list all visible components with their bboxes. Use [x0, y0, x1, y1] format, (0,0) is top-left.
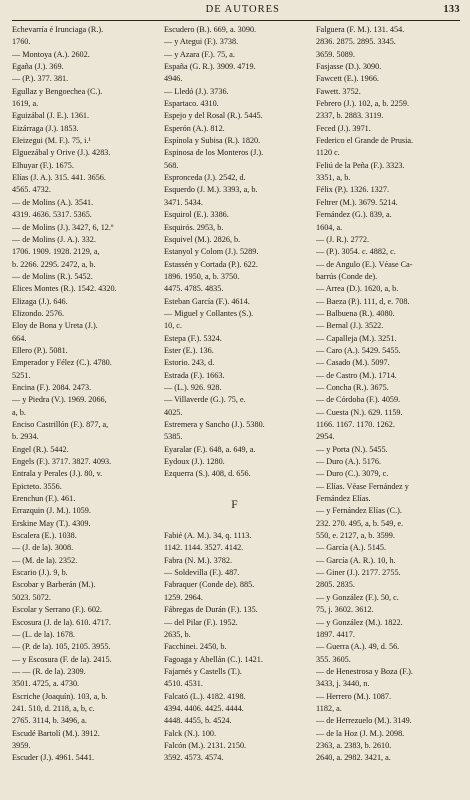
index-entry-line: — de Molins (A.). 3541. — [12, 197, 94, 207]
index-entry-line: Esquirol (E.). 3386. — [164, 210, 229, 220]
index-entry-line: — de Córdoba (F.). 4059. — [316, 395, 401, 405]
index-entry-line: 3659. 5089. — [316, 49, 355, 59]
index-entry-line: — — (R. de la). 2309. — [12, 666, 86, 676]
index-entry-line: — Villaverde (G.). 75, e. — [164, 395, 246, 405]
index-entry-line: — Baeza (P.). 111, d, e. 708. — [316, 296, 410, 306]
index-entry-line: Egullaz y Bengoechea (C.). — [12, 86, 103, 96]
index-entry-line: a, b. — [12, 407, 26, 417]
index-entry-line: Erenchun (F.). 461. — [12, 494, 76, 504]
index-entry-line: 1897. 4417. — [316, 629, 355, 639]
index-entry-line: Elizondo. 2576. — [12, 308, 65, 318]
index-entry-line: — Concha (R.). 3675. — [316, 382, 389, 392]
index-entry-line: 2765. 3114, b. 3496, a. — [12, 716, 87, 726]
index-entry-line: b. 2934. — [12, 432, 39, 442]
index-entry-line: Eyaralar (F.). 648, a. 649, a. — [164, 444, 256, 454]
index-entry-line: 4448. 4455, b. 4524. — [164, 716, 232, 726]
index-entry-line: Erskine May (T.). 4309. — [12, 518, 91, 528]
index-entry-line: Elhuyar (F.). 1675. — [12, 160, 74, 170]
running-title: DE AUTORES — [205, 4, 280, 15]
index-entry-line: 3351, a, b. — [316, 173, 351, 183]
index-entry-line: Fawcett (E.). 1966. — [316, 74, 379, 84]
index-entry-line: — y Fernández Elías (C.). — [316, 506, 402, 516]
index-entry-line: — (J. de la). 3008. — [12, 543, 74, 553]
index-entry-line: Feliú de la Peña (F.). 3323. — [316, 160, 405, 170]
index-entry-line: Fabraquer (Conde de). 885. — [164, 580, 255, 590]
index-entry-line: Errazquin (J. M.). 1059. — [12, 506, 91, 516]
index-entry-line: 355. 3605. — [316, 654, 351, 664]
index-entry-line: Escriche (Joaquín). 103, a, b. — [12, 691, 108, 701]
index-entry-line: — Bernal (J.). 3522. — [316, 321, 384, 331]
index-entry-line: 1706. 1909. 1928. 2129, a, — [12, 247, 100, 257]
index-entry-line: 550, e. 2127, a, b. 3599. — [316, 531, 395, 541]
index-entry-line: — Guerra (A.). 49, d. 56. — [316, 642, 400, 652]
index-entry-line: Engel (R.). 5442. — [12, 444, 69, 454]
header-rule — [12, 20, 460, 21]
index-entry-line: — (J. R.). 2772. — [316, 234, 369, 244]
index-column-2 — [164, 24, 308, 799]
index-entry-line: 3959. — [12, 740, 31, 750]
index-entry-line: 10, c. — [164, 321, 182, 331]
index-entry-line: Espejo y del Rosal (R.). 5445. — [164, 111, 263, 121]
index-entry-line: — Casado (M.). 5097. — [316, 358, 390, 368]
index-entry-line: Engels (F.). 3717. 3827. 4093. — [12, 457, 112, 467]
index-entry-line: Feltrer (M.). 3679. 5214. — [316, 197, 398, 207]
index-entry-line: 3501. 4725, a. 4730. — [12, 679, 80, 689]
index-entry-line: Estremera y Sancho (J.). 5380. — [164, 420, 265, 429]
index-entry-line: Elguezábal y Orive (J.). 4283. — [12, 148, 111, 158]
index-entry-line: 1760. — [12, 37, 31, 47]
index-entry-line: Escudero (B.). 669, a. 3090. — [164, 25, 257, 34]
index-entry-line: — de la Hoz (J. M.). 2098. — [316, 728, 405, 738]
index-entry-line: Fagoaga y Abellán (C.). 1421. — [164, 654, 263, 664]
index-entry-line: Eydoux (J.). 1280. — [164, 457, 225, 467]
index-entry-line: Estepa (F.). 5324. — [164, 333, 222, 343]
index-entry-line: Estrada (F.). 1663. — [164, 370, 225, 380]
index-entry-line: — Duro (A.). 5176. — [316, 457, 382, 467]
page-number: 133 — [443, 4, 460, 15]
index-entry-line: — Duro (C.). 3079, c. — [316, 469, 389, 479]
index-entry-line: — Soldevilla (F.). 487. — [164, 568, 240, 578]
index-entry-line: — García (A. R.). 10, h. — [316, 555, 396, 565]
index-entry-line: — de Herrezuelo (M.). 3149. — [316, 716, 412, 726]
index-entry-line: Esquerdo (J. M.). 3393, a, b. — [164, 185, 258, 195]
index-entry-line: 1182, a. — [316, 703, 342, 713]
index-entry-line: Eleizegui (M. F.). 75, i.¹ — [12, 136, 91, 146]
index-entry-line: 3433, j. 3440, n. — [316, 679, 370, 689]
index-entry-line: — de Henestrosa y Boza (F.). — [316, 666, 413, 676]
index-entry-line: — Elías. Véase Fernández y — [316, 481, 409, 491]
index-entry-line: 5251. — [12, 370, 31, 380]
index-entry-line: Encina (F.). 2084. 2473. — [12, 382, 92, 392]
index-entry-line: Esperón (A.). 812. — [164, 123, 225, 133]
index-entry-line: 2640, a. 2982. 3421, a. — [316, 753, 391, 763]
index-entry-line: — (L.). 926. 928. — [164, 382, 222, 392]
index-entry-line: 4319. 4636. 5317. 5365. — [12, 210, 92, 220]
index-columns — [12, 24, 460, 799]
index-entry-line: Feced (J.). 3971. — [316, 123, 371, 133]
index-entry-line: 1619, a. — [12, 99, 39, 109]
index-entry-line: — y Ategui (F.). 3738. — [164, 37, 239, 47]
index-entry-line: — (M. de la). 2352. — [12, 555, 78, 565]
index-entry-line: Epicteto. 3556. — [12, 481, 62, 491]
index-entry-line: Elías (J. A.). 315. 441. 3656. — [12, 173, 106, 183]
index-entry-line: 4946. — [164, 74, 183, 84]
index-entry-line: barrús (Conde de). — [316, 271, 378, 281]
index-entry-line: — Capalleja (M.). 3251. — [316, 333, 397, 343]
index-entry-line: Ester (E.). 136. — [164, 345, 214, 355]
index-entry-line: Emperador y Félez (C.). 4780. — [12, 358, 112, 368]
index-entry-line: — Miguel y Collantes (S.). — [164, 308, 254, 318]
index-entry-line: Enciso Castrillón (F.). 877, a, — [12, 420, 109, 429]
index-entry-line: Escobar y Barberán (M.). — [12, 580, 96, 590]
index-entry-line: 2954. — [316, 432, 335, 442]
index-entry-line: Ellero (P.). 5081. — [12, 345, 68, 355]
index-entry-line: Escario (J.). 9, b. — [12, 568, 68, 578]
index-entry-line: Fabié (A. M.). 34, q. 1113. — [164, 531, 252, 541]
index-entry-line: — y González (F.). 50, c. — [316, 592, 399, 602]
page-header — [12, 4, 460, 19]
index-entry-line: Escosura (J. de la). 610. 4717. — [12, 617, 111, 627]
index-entry-line: Elizaga (J.). 646. — [12, 296, 68, 306]
index-entry-line: 1604, a. — [316, 222, 343, 232]
section-letter-heading: F — [231, 499, 241, 512]
index-entry-line: — Balbuena (R.). 4080. — [316, 308, 395, 318]
index-entry-line: 2836. 2875. 2895. 3345. — [316, 37, 396, 47]
index-entry-line: 1142. 1144. 3527. 4142. — [164, 543, 244, 553]
index-entry-line: Esteban García (F.). 4614. — [164, 296, 250, 306]
index-entry-line: Estorio. 243, d. — [164, 358, 215, 368]
index-entry-line: Estanyol y Colom (J.). 5289. — [164, 247, 259, 257]
index-entry-line: — (P.). 377. 381. — [12, 74, 69, 84]
index-entry-line: — y Escosura (F. de la). 2415. — [12, 654, 112, 664]
index-entry-line: Falguera (F. M.). 131. 454. — [316, 25, 405, 34]
index-column-1 — [12, 24, 156, 799]
index-entry-line: 664. — [12, 333, 27, 343]
index-entry-line: 3471. 5434. — [164, 197, 203, 207]
index-entry-line: Espronceda (J.). 2542, d. — [164, 173, 246, 183]
index-entry-line: — Montoya (A.). 2602. — [12, 49, 90, 59]
index-entry-line: b. 2266. 2295. 2472, a, b. — [12, 259, 96, 269]
index-entry-line: Escudé Bartolí (M.). 3912. — [12, 728, 100, 738]
index-entry-line: 4025. — [164, 407, 183, 417]
index-entry-line: 4510. 4531. — [164, 679, 203, 689]
index-entry-line: 4475. 4785. 4835. — [164, 284, 224, 294]
index-entry-line: Facchinei. 2450, b. — [164, 642, 227, 652]
index-entry-line: — Caro (A.). 5429. 5455. — [316, 345, 401, 355]
index-entry-line: — Herrero (M.). 1087. — [316, 691, 392, 701]
index-entry-line: 4565. 4732. — [12, 185, 51, 195]
index-entry-line: 2337, b. 2883. 3119. — [316, 111, 384, 121]
index-entry-line: Egaña (J.). 369. — [12, 62, 64, 72]
index-entry-line: — Arrea (D.). 1620, a, b. — [316, 284, 399, 294]
index-entry-line: Eloy de Bona y Ureta (J.). — [12, 321, 98, 331]
index-entry-line: 2805. 2835. — [316, 580, 355, 590]
index-entry-line: Ezquerra (S.). 408, d. 656. — [164, 469, 251, 479]
index-entry-line: 4394. 4406. 4425. 4444. — [164, 703, 244, 713]
index-entry-line: Febrero (J.). 102, a, b. 2259. — [316, 99, 410, 109]
index-entry-line: — y Porta (N.). 5455. — [316, 444, 388, 454]
index-entry-line: Espínola y Subisa (R.). 1820. — [164, 136, 261, 146]
index-entry-line: — de Castro (M.). 1714. — [316, 370, 397, 380]
index-entry-line: España (G. R.). 3909. 4719. — [164, 62, 256, 72]
index-entry-line: 241. 510, d. 2118, a, b, c. — [12, 703, 95, 713]
blank-line — [164, 481, 308, 493]
index-entry-line: 5023. 5072. — [12, 592, 51, 602]
index-entry-line: — de Molins (R.). 5452. — [12, 271, 93, 281]
index-entry-line: — de Molins (J. A.). 332. — [12, 234, 96, 244]
index-entry-line: Echevarría é Irunciaga (R.). — [12, 25, 104, 34]
index-entry-line: Escalera (E.). 1038. — [12, 531, 77, 541]
index-entry-line: — Lledó (J.). 3736. — [164, 86, 229, 96]
index-entry-line: Fajarnés y Castells (T.). — [164, 666, 242, 676]
blank-line — [164, 518, 308, 530]
index-entry-line: — y Piedra (V.). 1969. 2066, — [12, 395, 107, 405]
index-entry-line: 1259. 2964. — [164, 592, 203, 602]
index-entry-line: Fabra (N. M.). 3782. — [164, 555, 232, 565]
index-entry-line: — (L. de la). 1678. — [12, 629, 75, 639]
index-entry-line: Falck (N.). 100. — [164, 728, 217, 738]
index-entry-line: 1166. 1167. 1170. 1262. — [316, 420, 395, 429]
index-entry-line: — (P.). 3054. c. 4882, c. — [316, 247, 396, 257]
index-entry-line: Fawett. 3752. — [316, 86, 361, 96]
index-entry-line: — García (A.). 5145. — [316, 543, 387, 553]
index-entry-line: Escolar y Serrano (F.). 602. — [12, 605, 103, 615]
index-entry-line: — Cuesta (N.). 629. 1159. — [316, 407, 403, 417]
index-entry-line: Eguizábal (J. E.). 1361. — [12, 111, 90, 121]
index-entry-line: Espinosa de los Monteros (J.). — [164, 148, 264, 158]
index-entry-line: 2635, b. — [164, 629, 191, 639]
index-entry-line: 1120 c. — [316, 148, 340, 158]
index-entry-line: 75, j. 3602. 3612. — [316, 605, 374, 615]
index-entry-line: Fasjasse (D.). 3090. — [316, 62, 382, 72]
index-entry-line: Estassén y Cortada (P.). 622. — [164, 259, 258, 269]
index-entry-line: Entrala y Perales (J.). 80, v. — [12, 469, 103, 479]
index-entry-line: Esquirós. 2953, b. — [164, 222, 224, 232]
index-entry-line: — Giner (J.). 2177. 2755. — [316, 568, 401, 578]
index-entry-line: Esquivel (M.). 2826, b. — [164, 234, 241, 244]
index-entry-line: Eizárraga (J.). 1853. — [12, 123, 79, 133]
index-column-3 — [316, 24, 460, 799]
index-entry-line: — de Angulo (E.). Véase Ca- — [316, 259, 413, 269]
index-entry-line: Fernández Elías. — [316, 494, 371, 504]
index-entry-line: — y Azara (F.). 75, a. — [164, 49, 235, 59]
index-entry-line: 3592. 4573. 4574. — [164, 753, 224, 763]
index-entry-line: 232. 270. 495, a, b. 549, e. — [316, 518, 404, 528]
index-entry-line: 2363, a. 2383, b. 2610. — [316, 740, 392, 750]
index-entry-line: 1896. 1950, a, b. 3750. — [164, 271, 240, 281]
index-entry-line: — (P. de la). 105, 2105. 3955. — [12, 642, 111, 652]
index-entry-line: Félix (P.). 1326. 1327. — [316, 185, 390, 195]
index-entry-line: — del Pilar (F.). 1952. — [164, 617, 238, 627]
index-entry-line: Espartaco. 4310. — [164, 99, 219, 109]
index-entry-line: Fábregas de Durán (F.). 135. — [164, 605, 258, 615]
index-entry-line: 568. — [164, 160, 179, 170]
index-entry-line: Federico el Grande de Prusia. — [316, 136, 414, 146]
index-entry-line: — de Molins (J.). 3427, 6, 12.º — [12, 222, 114, 232]
index-entry-line: Falcató (L.). 4182. 4198. — [164, 691, 246, 701]
index-entry-line: — y González (M.). 1822. — [316, 617, 403, 627]
index-entry-line: Falcón (M.). 2131. 2150. — [164, 740, 247, 750]
index-entry-line: 5385. — [164, 432, 183, 442]
index-entry-line: Elices Montes (R.). 1542. 4320. — [12, 284, 117, 294]
index-entry-line: Escuder (J.). 4961. 5441. — [12, 753, 95, 763]
index-entry-line: Fernández (G.). 839, a. — [316, 210, 392, 220]
